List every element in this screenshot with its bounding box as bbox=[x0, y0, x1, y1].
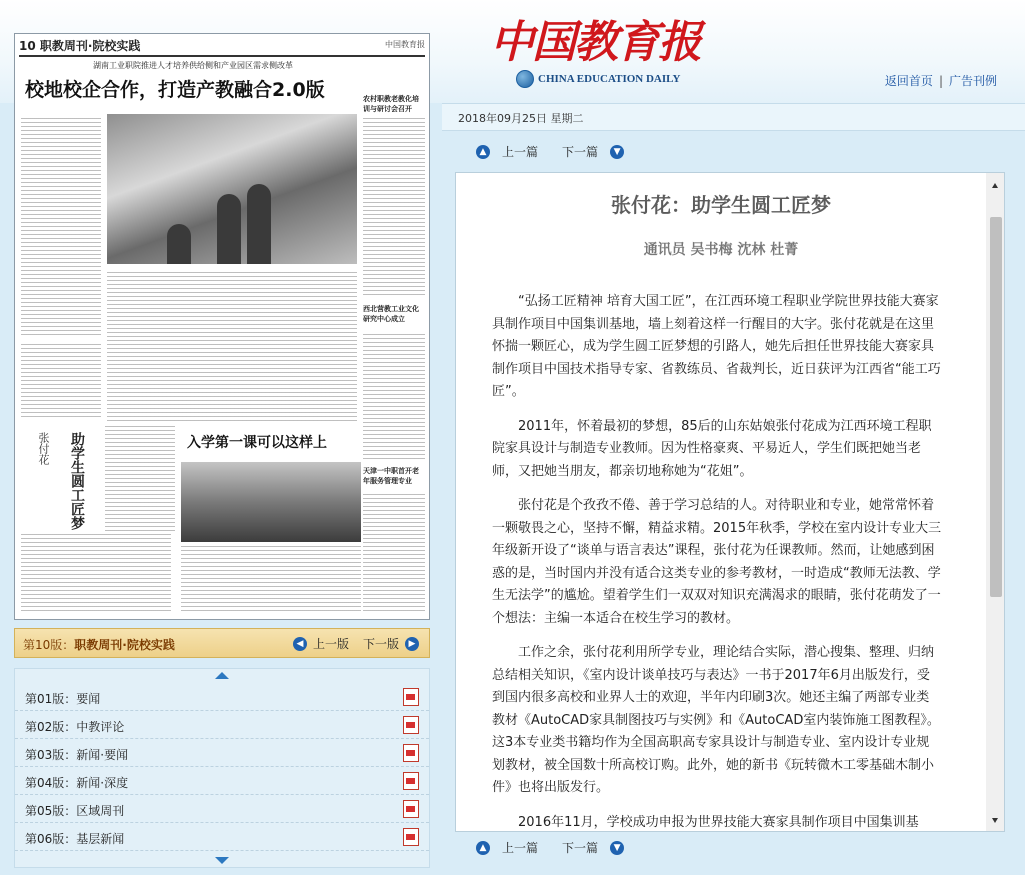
article-paragraph: 2016年11月，学校成功申报为世界技能大赛家具制作项目中国集训基 bbox=[518, 814, 919, 830]
globe-icon bbox=[516, 70, 534, 88]
current-edition: 第10版：职教周刊·院校实践 bbox=[23, 638, 175, 652]
masthead-small: 中国教育报 bbox=[385, 40, 425, 49]
edition-link[interactable]: 第05版：区域周刊 bbox=[25, 804, 125, 818]
newspaper-page-view[interactable] bbox=[14, 33, 430, 620]
article-paragraph: 工作之余，张付花利用所学专业，理论结合实际，潜心搜集、整理、归纳总结相关知识，《室内设计谈单技巧与表达》一书于2017年6月出版发行，受到国内很多高校和业界人士的欢迎，半年内印刷3次。她还主编了两部专业类教材《AutoCAD家具制图技巧与实例》和《AutoCAD室内装饰施工图教程》。这3本专业类书籍均作为全国高职高专家具设计与制造专业、室内设计专业规划教材，被全国数十所高校订购。此外，她的新书《玩转微木工零基础木制小件》也将出版发行。 bbox=[492, 645, 940, 795]
article-nav-bottom bbox=[464, 839, 636, 856]
edition-link[interactable]: 第03版：新闻·要闻 bbox=[25, 748, 129, 762]
side-headline-1[interactable]: 农村职教老教化培训与研讨会召开 bbox=[363, 95, 419, 113]
paper-photo[interactable] bbox=[107, 114, 357, 264]
article-author: 通讯员 吴书梅 沈林 杜菁 bbox=[643, 242, 799, 258]
ad-rates-link[interactable]: 广告刊例 bbox=[948, 74, 997, 88]
text-column[interactable] bbox=[363, 334, 425, 459]
edition-list-item[interactable] bbox=[15, 767, 429, 795]
side-headline-2[interactable]: 西北营教工业文化研究中心成立 bbox=[363, 305, 419, 323]
article-title: 张付花：助学生圆工匠梦 bbox=[611, 193, 831, 217]
next-edition-button[interactable]: 下一版 ▶ bbox=[363, 635, 419, 652]
scrollbar-thumb[interactable] bbox=[990, 217, 1002, 597]
home-link[interactable]: 返回首页 bbox=[884, 74, 933, 88]
article-nav-top bbox=[464, 143, 636, 160]
edition-list-item[interactable] bbox=[15, 795, 429, 823]
scroll-down-arrow-icon[interactable] bbox=[992, 818, 998, 823]
edition-link[interactable]: 第01版：要闻 bbox=[25, 692, 101, 706]
arrow-up-icon: ▲ bbox=[476, 145, 490, 159]
text-column[interactable] bbox=[21, 344, 101, 419]
arrow-left-icon: ◀ bbox=[293, 637, 307, 651]
edition-link[interactable]: 第04版：新闻·深度 bbox=[25, 776, 129, 790]
pdf-icon[interactable] bbox=[403, 744, 419, 762]
pdf-icon[interactable] bbox=[403, 772, 419, 790]
next-article-button-bottom[interactable]: 下一篇 ▼ bbox=[556, 839, 630, 856]
top-links: 返回首页 | 广告刊例 bbox=[884, 74, 997, 88]
text-column[interactable] bbox=[181, 546, 361, 614]
edition-link[interactable]: 第06版：基层新闻 bbox=[25, 832, 125, 846]
article-content bbox=[456, 173, 986, 831]
edition-bar bbox=[14, 628, 430, 658]
text-column[interactable] bbox=[21, 534, 171, 614]
edition-nav bbox=[293, 635, 419, 652]
text-column[interactable] bbox=[363, 494, 425, 614]
arrow-right-icon: ▶ bbox=[405, 637, 419, 651]
text-column[interactable] bbox=[21, 118, 101, 338]
pdf-icon[interactable] bbox=[403, 716, 419, 734]
scroll-up-icon[interactable] bbox=[215, 672, 229, 679]
logo-en-wrap bbox=[516, 70, 680, 88]
article-paragraph: 2011年，怀着最初的梦想，85后的山东姑娘张付花成为江西环境工程职院家具设计与制造专业教师。因为性格豪爽、平易近人，学生们既把她当老师，又把她当朋友，都亲切地称她为“花姐”。 bbox=[492, 418, 932, 479]
pdf-icon[interactable] bbox=[403, 800, 419, 818]
edition-list-item[interactable] bbox=[15, 823, 429, 851]
arrow-up-icon: ▲ bbox=[476, 841, 490, 855]
prev-edition-button[interactable]: ◀ 上一版 bbox=[293, 635, 349, 652]
article-paragraph: “弘扬工匠精神 培育大国工匠”，在江西环境工程职业学院世界技能大赛家具制作项目中国集训基地，墙上刻着这样一行醒目的大字。张付花就是在这里怀揣一颗匠心，成为学生圆工匠梦想的引路人，她先后担任世界技能大赛家具制作项目中国技术指导专家、省教练员、省裁判长，近日获评为江西省“能工巧匠”。 bbox=[492, 294, 941, 399]
arrow-down-icon: ▼ bbox=[610, 145, 624, 159]
edition-list-item[interactable] bbox=[15, 711, 429, 739]
pdf-icon[interactable] bbox=[403, 828, 419, 846]
paper-photo-2[interactable] bbox=[181, 462, 361, 542]
date-bar bbox=[442, 103, 1025, 131]
edition-list-items bbox=[15, 683, 429, 853]
paper-subtitle: 湖南工业职院推进人才培养供给侧和产业园区需求侧改革 bbox=[93, 61, 293, 70]
side-headline-3[interactable]: 天津一中职首开老年服务管理专业 bbox=[363, 467, 419, 485]
site-logo[interactable]: 中国教育报 bbox=[490, 17, 700, 68]
paper-headline[interactable]: 校地校企合作，打造产教融合2.0版 bbox=[25, 79, 325, 101]
edition-list bbox=[14, 668, 430, 868]
article-vertical-title[interactable]: 助学生圆工匠梦 bbox=[69, 432, 85, 530]
arrow-down-icon: ▼ bbox=[610, 841, 624, 855]
section2-headline[interactable]: 入学第一课可以这样上 bbox=[187, 435, 327, 451]
page-label: 10 职教周刊·院校实践 bbox=[19, 39, 141, 53]
scroll-down-icon[interactable] bbox=[215, 857, 229, 864]
pdf-icon[interactable] bbox=[403, 688, 419, 706]
text-column[interactable] bbox=[107, 272, 357, 422]
page-header bbox=[19, 37, 425, 57]
prev-article-button[interactable]: ▲ 上一篇 bbox=[470, 143, 544, 160]
scroll-up-arrow-icon[interactable] bbox=[992, 183, 998, 188]
logo-english: CHINA EDUCATION DAILY bbox=[538, 73, 681, 85]
edition-list-item[interactable] bbox=[15, 683, 429, 711]
article-body bbox=[492, 291, 942, 831]
article-scrollbar[interactable] bbox=[986, 173, 1004, 831]
article-panel bbox=[455, 172, 1005, 832]
edition-list-item[interactable] bbox=[15, 739, 429, 767]
article-author-vertical: 张付花 bbox=[37, 432, 50, 465]
prev-article-button-bottom[interactable]: ▲ 上一篇 bbox=[470, 839, 544, 856]
issue-date: 2018年09月25日 星期二 bbox=[458, 112, 584, 125]
edition-link[interactable]: 第02版：中教评论 bbox=[25, 720, 125, 734]
next-article-button[interactable]: 下一篇 ▼ bbox=[556, 143, 630, 160]
text-column[interactable] bbox=[105, 426, 175, 534]
article-paragraph: 张付花是个孜孜不倦、善于学习总结的人。对待职业和专业，她常常怀着一颗敬畏之心，坚持不懈，精益求精。2015年秋季，学校在室内设计专业大三年级新开设了“谈单与语言表达”课程，张付花为任课教师。然而，让她感到困惑的是，当时国内并没有适合这类专业的参考教材，一时造成“教师无法教、学生无法学”的尴尬。望着学生们一双双对知识充满渴求的眼睛，张付花萌发了一个想法：主编一本适合在校生学习的教材。 bbox=[492, 498, 942, 626]
text-column[interactable] bbox=[363, 118, 425, 298]
